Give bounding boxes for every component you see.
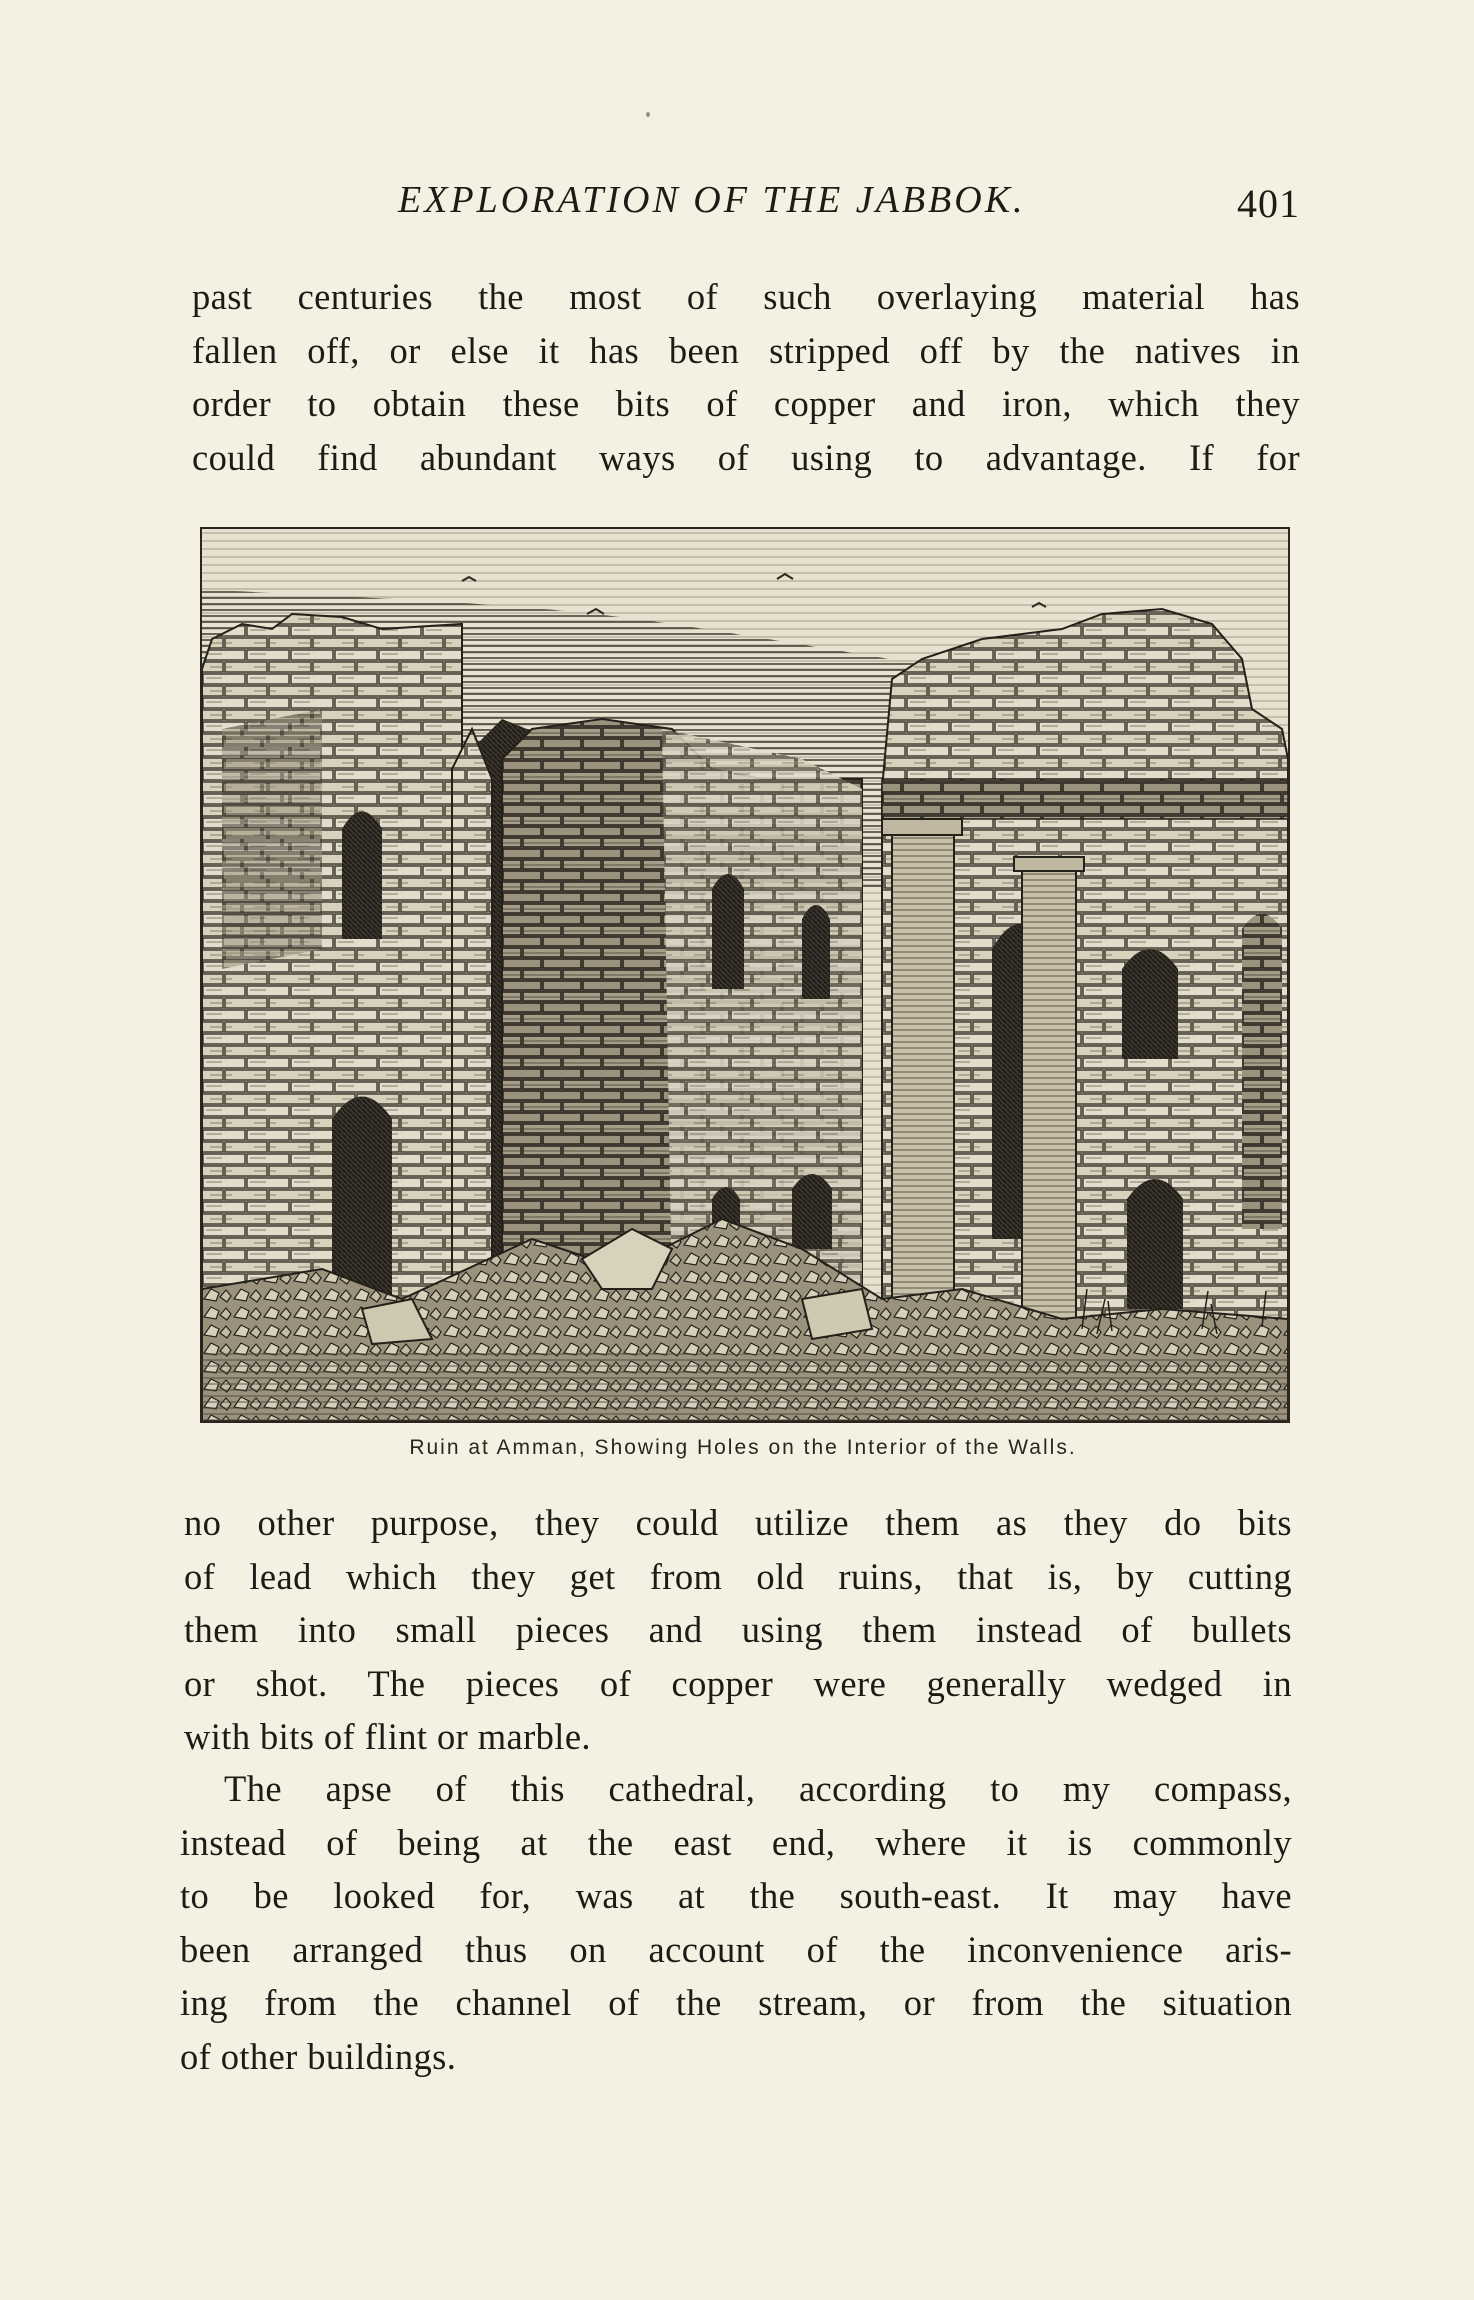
paragraph — [184, 1496, 1292, 1764]
text-line: instead of being at the east end, where it is commonly — [180, 1821, 1292, 1863]
arched-window — [342, 812, 382, 940]
standing-column — [1022, 869, 1076, 1319]
paragraph — [180, 1762, 1292, 2083]
figure-caption: Ruin at Amman, Showing Holes on the Interior of the Walls. — [409, 1436, 1077, 1459]
text-line: fallen off, or else it has been stripped off by the natives in — [192, 329, 1300, 371]
arched-window — [802, 905, 830, 999]
text-line: order to obtain these bits of copper and iron, which they — [192, 383, 1300, 424]
page-header — [398, 178, 1300, 228]
ruin-engraving — [202, 529, 1288, 1421]
ink-speck — [646, 112, 650, 117]
arched-window — [712, 874, 744, 989]
text-line: no other purpose, they could utilize them as they do bits — [184, 1502, 1292, 1543]
page-number: 401 — [1237, 181, 1300, 226]
text-line: them into small pieces and using them instead of bullets — [184, 1609, 1292, 1650]
engraving-illustration — [200, 527, 1290, 1423]
text-line: of other buildings. — [180, 2035, 457, 2077]
text-line: or shot. The pieces of copper were generally wedged in — [184, 1662, 1292, 1704]
text-line: ing from the channel of the stream, or from the situation — [180, 1982, 1292, 2023]
text-line: The apse of this cathedral, according to my compass, — [224, 1768, 1292, 1809]
paragraph-continued — [192, 270, 1300, 484]
text-line: been arranged thus on account of the inconvenience aris- — [180, 1928, 1292, 1970]
text-line: of lead which they get from old ruins, that is, by cutting — [184, 1555, 1292, 1597]
text-line: could find abundant ways of using to advantage. If for — [192, 436, 1300, 478]
standing-column — [892, 829, 954, 1319]
text-line: with bits of flint or marble. — [184, 1716, 591, 1757]
text-line: past centuries the most of such overlaying material has — [192, 276, 1300, 317]
running-head: EXPLORATION OF THE JABBOK. — [398, 179, 1026, 221]
arched-doorway — [332, 1097, 392, 1300]
arched-doorway — [1127, 1179, 1183, 1309]
text-line: to be looked for, was at the south-east. It may have — [180, 1875, 1292, 1916]
